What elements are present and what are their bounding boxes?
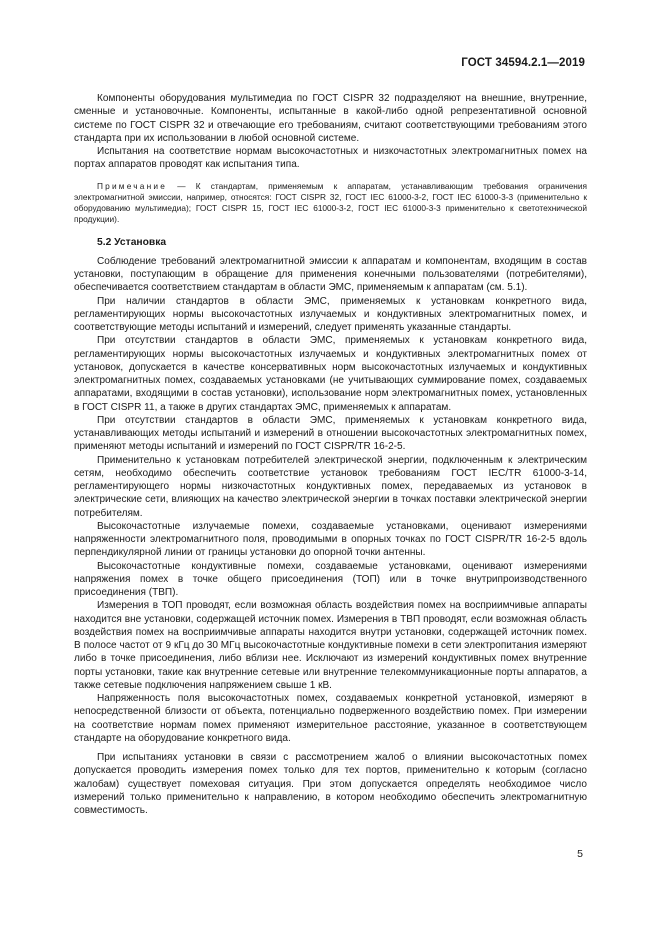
document-body bbox=[74, 92, 587, 817]
paragraph: При наличии стандартов в области ЭМС, применяемых к установкам конкретного вида, регламентирующих нормы высокочастотных излучаемых и кондуктивных электромагнитных помех, и соответствующие методы испытаний и измерений, следует применять указанные стандарты. bbox=[74, 295, 587, 333]
section-heading: 5.2 Установка bbox=[97, 236, 167, 248]
note-paragraph bbox=[74, 181, 587, 225]
paragraph: Высокочастотные кондуктивные помехи, создаваемые установками, оценивают измерениями напряжения помех в точке общего присоединения (ТОП) или в точке внутрипроизводственного присоединения (ТВП). bbox=[74, 560, 587, 598]
paragraph: Измерения в ТОП проводят, если возможная область воздействия помех на восприимчивые аппараты находится вне установки, содержащей источник помех. Измерения в ТВП проводят, если возможная область воздействия помех на восприимчивые аппараты находится внутри установки, содержащей источник помех. В полосе частот от 9 кГц до 30 МГц высокочастотные кондуктивные помехи в сети электропитания измеряют либо в точке присоединения, либо вблизи нее. Исключают из измерений кондуктивных помех внутренние порты установки, такие как внутренние сетевые или внутренние телекоммуникационные порты аппаратов, а также сетевые подключения напряжением свыше 1 кВ. bbox=[74, 600, 587, 691]
note-text: — К стандартам, применяемым к аппаратам, устанавливающим требования ограничения электромагнитной эмиссии, например, относятся: ГОСТ CISPR 32, ГОСТ IEC 61000-3-2, ГОСТ IEC 61000-3-3 (применительно к оборудованию мультимедиа); ГОСТ CISPR 15, ГОСТ IEC 61000-3-2, ГОСТ IEC 61000-3-3 применительно к светотехнической продукции). bbox=[74, 180, 587, 224]
paragraph: Применительно к установкам потребителей электрической энергии, подключенным к электрическим сетям, необходимо обеспечить соответствие установок требованиям ГОСТ IEC/TR 61000-3-14, регламентирующего нормы низкочастотных кондуктивных помех, передаваемых из установок в электрические сети, влияющих на качество электрической энергии в точках поставки электрической энергии потребителям. bbox=[74, 454, 587, 519]
paragraph: Высокочастотные излучаемые помехи, создаваемые установками, оценивают измерениями напряженности электромагнитного поля, проводимыми в опорных точках по ГОСТ CISPR/TR 16-2-5 вдоль перпендикулярной линии от границы установки до опорной точки антенны. bbox=[74, 520, 587, 559]
paragraph-type-testing: Испытания на соответствие нормам высокочастотных и низкочастотных электромагнитных помех на портах аппаратов проводят как испытания типа. bbox=[74, 146, 587, 171]
paragraph: При отсутствии стандартов в области ЭМС, применяемых к установкам конкретного вида, регламентирующих нормы высокочастотных излучаемых и кондуктивных электромагнитных помех от установок, допускается в качестве консервативных норм высокочастотных излучаемых и кондуктивных электромагнитных помех, создаваемых установками (не учитывающих суммирование помех, создаваемых аппаратами, входящими в состав установки), использование норм электромагнитных помех, установленных в ГОСТ CISPR 11, а также в других стандартах ЭМС, применяемых к аппаратам. bbox=[74, 335, 587, 413]
paragraph-multimedia-components: Компоненты оборудования мультимедиа по ГОСТ CISPR 32 подразделяют на внешние, внутренние, сменные и установочные. Компоненты, испытанные в какой-либо одной репрезентативной основной системе по ГОСТ CISPR 32 и отвечающие его требованиям, считают соответствующими требованиям этого стандарта при их использовании в любой основной системе. bbox=[74, 93, 587, 144]
paragraph: Напряженность поля высокочастотных помех, создаваемых конкретной установкой, измеряют в непосредственной близости от объекта, потенциально подверженного воздействию помех. При измерении на соответствие нормам помех применяют измерительное расстояние, указанное в соответствующем стандарте на оборудование конкретного вида. bbox=[74, 693, 587, 744]
document-header: ГОСТ 34594.2.1—2019 bbox=[461, 57, 585, 69]
page-number: 5 bbox=[577, 848, 583, 860]
paragraph: При отсутствии стандартов в области ЭМС, применяемых к установкам конкретного вида, устанавливающих методы испытаний и измерений в отношении высокочастотных электромагнитных помех, применяют методы испытаний и измерений по ГОСТ CISPR/TR 16-2-5. bbox=[74, 414, 587, 453]
paragraph-complaints: При испытаниях установки в связи с рассмотрением жалоб о влиянии высокочастотных помех допускается проводить измерения помех только для тех портов, применительно к которым (согласно жалобам) существует помеховая ситуация. При этом допускается определять необходимое число измерений только применительно к направлению, в котором необходимо обеспечить электромагнитную совместимость. bbox=[74, 752, 587, 816]
note-label: Примечание bbox=[97, 180, 168, 191]
paragraph: Соблюдение требований электромагнитной эмиссии к аппаратам и компонентам, входящим в состав установки, поступающим в обращение для применения конечными пользователями (потребителями), обеспечивается соответствием стандартам в области ЭМС, применяемым к аппаратам (см. 5.1). bbox=[74, 255, 587, 294]
